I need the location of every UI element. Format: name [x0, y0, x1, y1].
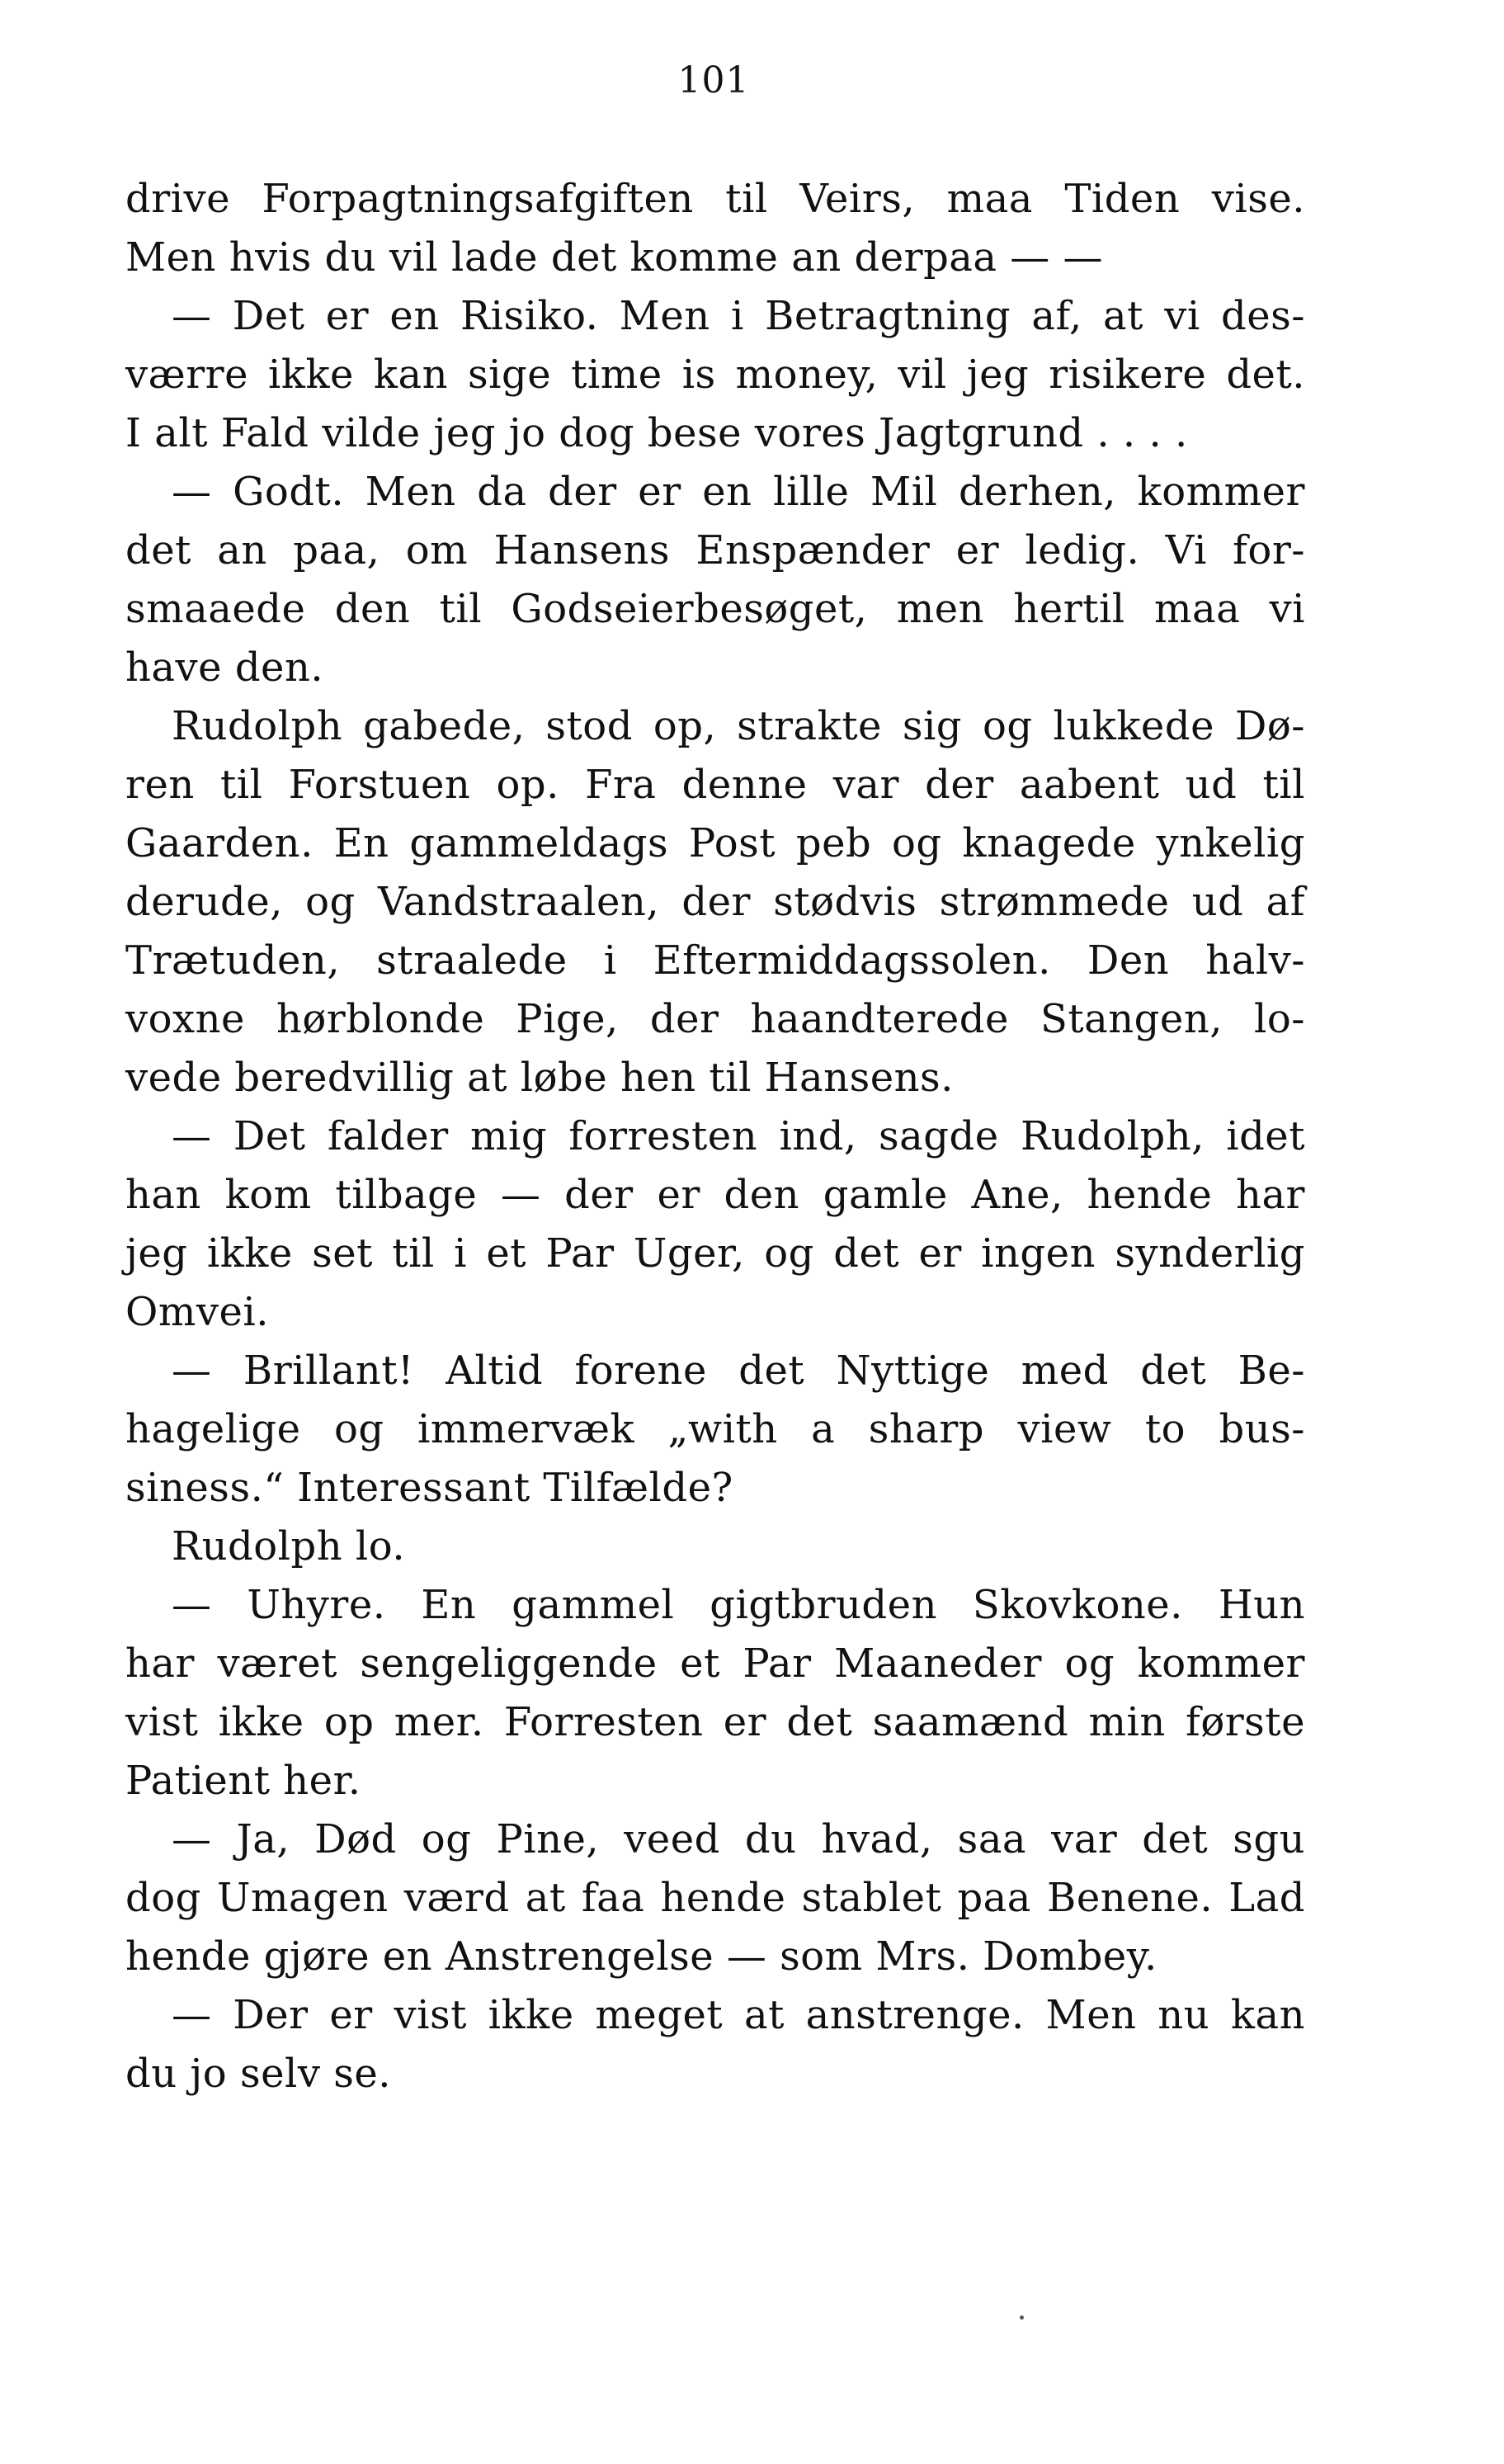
- text-line: hagelige og immervæk „with a sharp view to bus-: [125, 1406, 1305, 1452]
- text-line: — Godt. Men da der er en lille Mil derhen, kommer: [172, 469, 1305, 515]
- text-line: siness.“ Interessant Tilfælde?: [125, 1465, 733, 1511]
- text-line: hende gjøre en Anstrengelse — som Mrs. Dombey.: [125, 1933, 1157, 1980]
- text-line: du jo selv se.: [125, 2051, 391, 2097]
- text-line: I alt Fald vilde jeg jo dog bese vores Jagtgrund . . . .: [125, 410, 1188, 456]
- text-line: — Det falder mig forresten ind, sagde Rudolph, idet: [172, 1113, 1305, 1159]
- text-line: ren til Forstuen op. Fra denne var der aabent ud til: [125, 762, 1305, 808]
- text-line: dog Umagen værd at faa hende stablet paa Benene. Lad: [125, 1875, 1305, 1921]
- text-line: Rudolph gabede, stod op, strakte sig og lukkede Dø-: [172, 703, 1305, 749]
- text-line: værre ikke kan sige time is money, vil jeg risikere det.: [125, 352, 1305, 398]
- text-line: vist ikke op mer. Forresten er det saamænd min første: [125, 1699, 1305, 1745]
- text-line: har været sengeliggende et Par Maaneder og kommer: [125, 1640, 1305, 1687]
- text-line: — Ja, Død og Pine, veed du hvad, saa var det sgu: [172, 1816, 1305, 1862]
- text-line: vede beredvillig at løbe hen til Hansens.: [125, 1055, 954, 1101]
- text-line: — Uhyre. En gammel gigtbruden Skovkone. Hun: [172, 1582, 1305, 1628]
- text-line: Gaarden. En gammeldags Post peb og knagede ynkelig: [125, 820, 1305, 866]
- text-line: smaaede den til Godseierbesøget, men hertil maa vi: [125, 586, 1305, 632]
- paper-speck: [1020, 2315, 1024, 2320]
- text-line: derude, og Vandstraalen, der stødvis strømmede ud af: [125, 879, 1305, 925]
- text-line: Patient her.: [125, 1758, 361, 1804]
- text-line: voxne hørblonde Pige, der haandterede Stangen, lo-: [125, 996, 1305, 1042]
- page-number: 101: [677, 59, 750, 101]
- text-line: — Brillant! Altid forene det Nyttige med det Be-: [172, 1348, 1305, 1394]
- text-line: drive Forpagtningsafgiften til Veirs, maa Tiden vise.: [125, 176, 1305, 222]
- text-line: det an paa, om Hansens Enspænder er ledig. Vi for-: [125, 527, 1305, 574]
- text-line: — Det er en Risiko. Men i Betragtning af, at vi des-: [172, 293, 1305, 339]
- text-line: have den.: [125, 644, 324, 691]
- text-line: Trætuden, straalede i Eftermiddagssolen. Den halv-: [125, 937, 1305, 984]
- text-line: Men hvis du vil lade det komme an derpaa — —: [125, 234, 1104, 281]
- body-text: [125, 170, 1305, 2103]
- text-line: — Der er vist ikke meget at anstrenge. Men nu kan: [172, 1992, 1305, 2038]
- text-line: Omvei.: [125, 1289, 269, 1335]
- text-line: han kom tilbage — der er den gamle Ane, hende har: [125, 1172, 1305, 1218]
- text-line: jeg ikke set til i et Par Uger, og det er ingen synderlig: [125, 1230, 1305, 1277]
- text-line: Rudolph lo.: [172, 1523, 406, 1570]
